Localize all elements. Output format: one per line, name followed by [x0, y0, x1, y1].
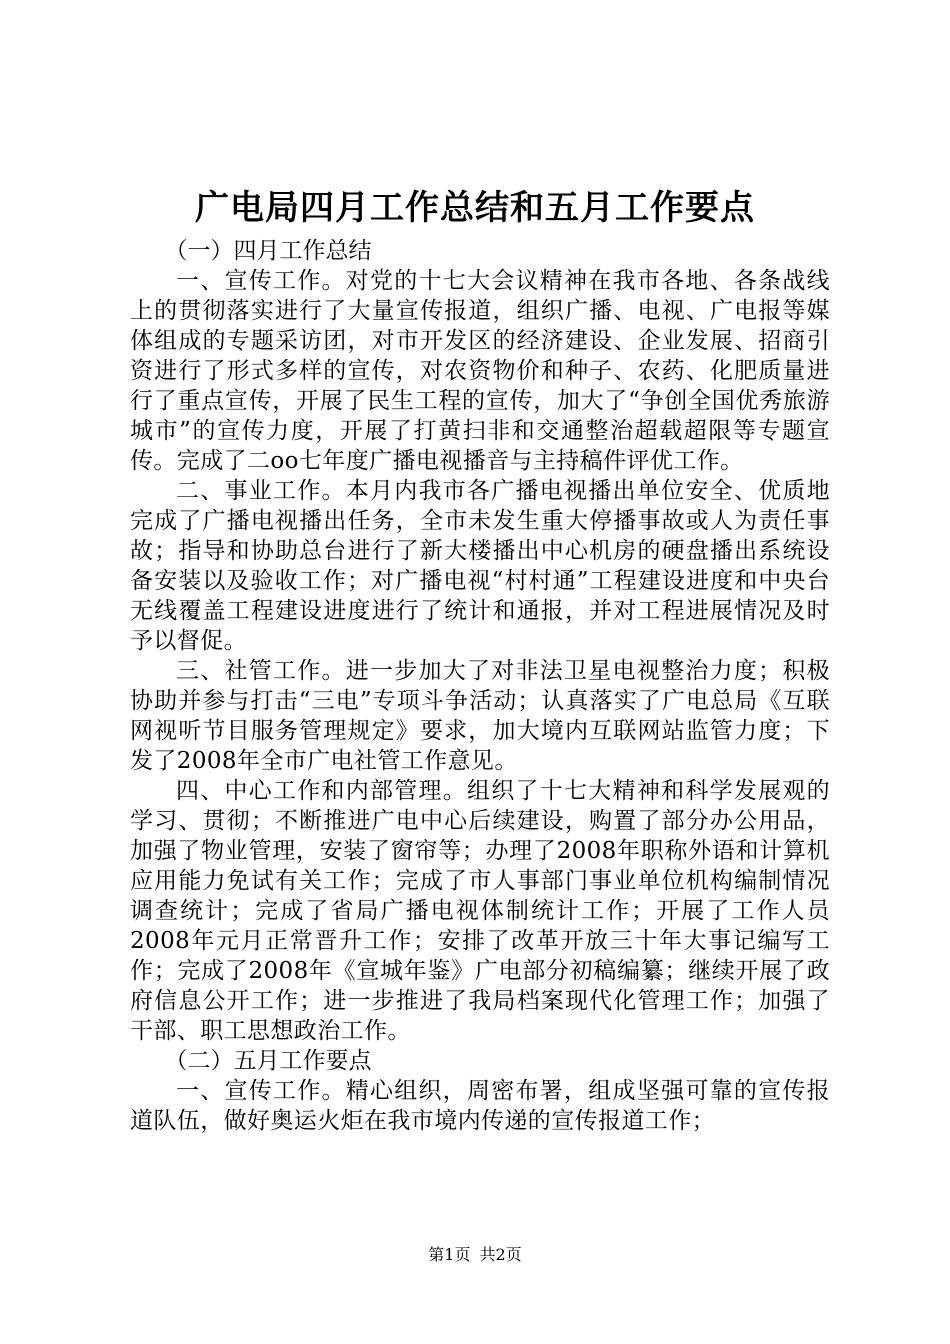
document-title: 广电局四月工作总结和五月工作要点 — [195, 188, 755, 228]
paragraph-publicity: 一、宣传工作。对党的十七大会议精神在我市各地、各条战线上的贯彻落实进行了大量宣传报道，组织广播、电视、广电报等媒体组成的专题采访团，对市开发区的经济建设、企业发展、招商引资进行了形式多样的宣传，对农资物价和种子、农药、化肥质量进行了重点宣传，开展了民生工程的宣传，加大了“争创全国优秀旅游城市”的宣传力度，开展了打黄扫非和交通整治超载超限等专题宣传。完成了二oo七年度广播电视播音与主持稿件评优工作。 — [130, 268, 830, 474]
document-body — [130, 236, 830, 1136]
page-total: 共2页 — [479, 1245, 522, 1264]
paragraph-social-management: 三、社管工作。进一步加大了对非法卫星电视整治力度；积极协助并参与打击“三电”专项斗争活动；认真落实了广电总局《互联网视听节目服务管理规定》要求，加大境内互联网站监管力度；下发了2008年全市广电社管工作意见。 — [130, 658, 830, 774]
paragraph-may-publicity: 一、宣传工作。精心组织，周密布署，组成坚强可靠的宣传报道队伍，做好奥运火炬在我市境内传递的宣传报道工作； — [130, 1078, 830, 1134]
page-number: 第1页 — [428, 1245, 471, 1264]
paragraph-internal-management: 四、中心工作和内部管理。组织了十七大精神和科学发展观的学习、贯彻；不断推进广电中心后续建设，购置了部分办公用品，加强了物业管理，安装了窗帘等；办理了2008年职称外语和计算机应用能力免试有关工作；完成了市人事部门事业单位机构编制情况调查统计；完成了省局广播电视体制统计工作；开展了工作人员2008年元月正常晋升工作；安排了改革开放三十年大事记编写工作；完成了2008年《宣城年鉴》广电部分初稿编纂；继续开展了政府信息公开工作；进一步推进了我局档案现代化管理工作；加强了干部、职工思想政治工作。 — [130, 778, 830, 1044]
section-heading-april: （一）四月工作总结 — [164, 238, 372, 264]
section-heading-may: （二）五月工作要点 — [164, 1048, 372, 1074]
page-footer — [0, 1245, 950, 1265]
paragraph-operations: 二、事业工作。本月内我市各广播电视播出单位安全、优质地完成了广播电视播出任务，全市未发生重大停播事故或人为责任事故；指导和协助总台进行了新大楼播出中心机房的硬盘播出系统设备安装以及验收工作；对广播电视“村村通”工程建设进度和中央台无线覆盖工程建设进度进行了统计和通报，并对工程进展情况及时予以督促。 — [130, 478, 830, 654]
